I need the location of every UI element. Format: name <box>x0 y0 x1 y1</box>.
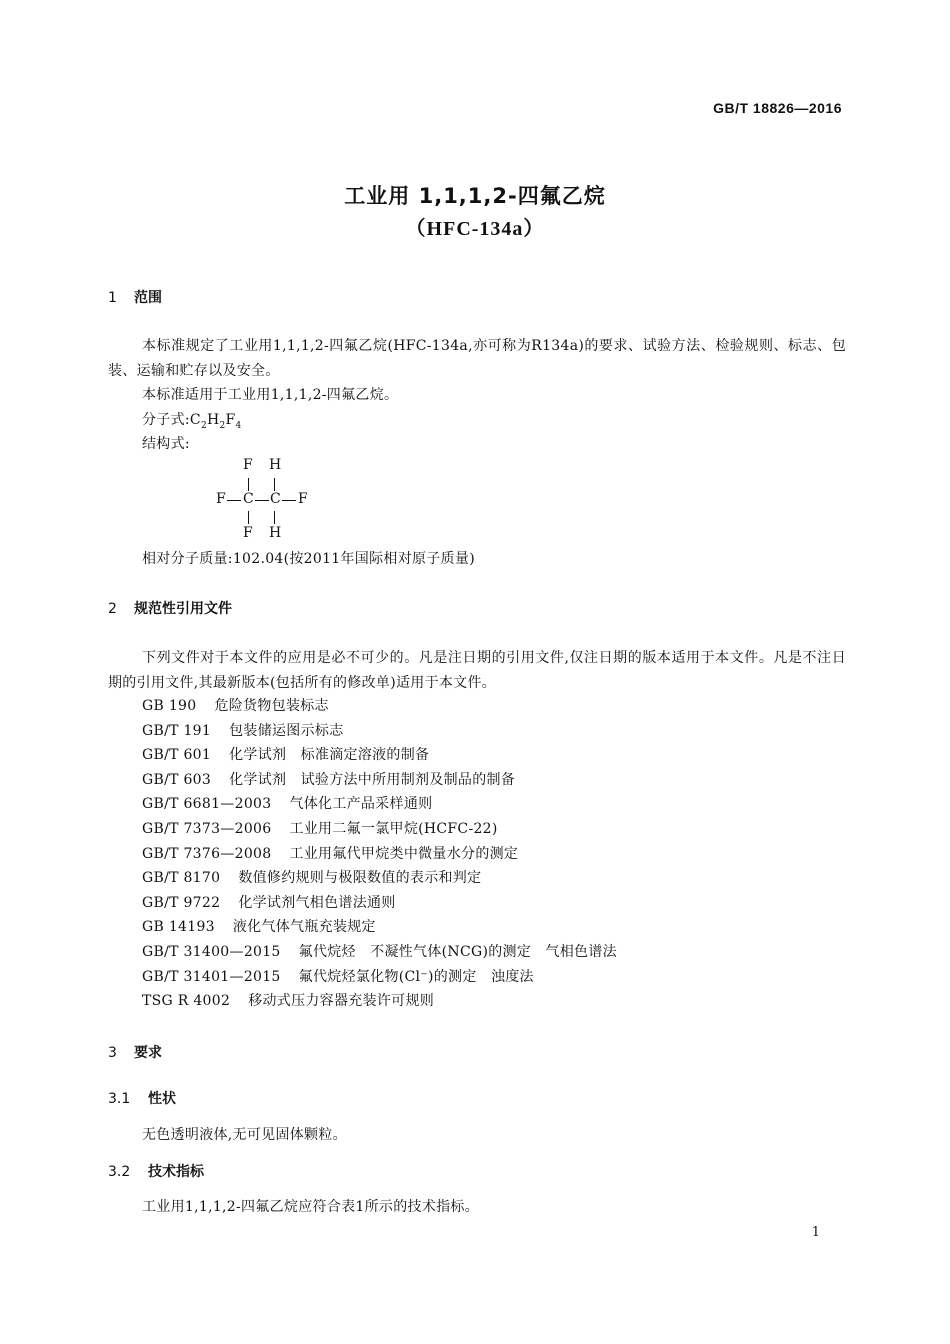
reference-item <box>142 745 429 765</box>
reference-title: 工业用二氟一氯甲烷(HCFC-22) <box>289 821 498 837</box>
subsection-number: 3.1 <box>108 1091 131 1107</box>
atom-c2: C <box>270 491 281 507</box>
reference-item <box>142 868 481 888</box>
reference-code: GB 190 <box>142 698 197 714</box>
section-1-paragraph-1: 本标准规定了工业用1,1,1,2-四氟乙烷(HFC-134a,亦可称为R134a)的要求、试验方法、检验规则、标志、包装、运输和贮存以及安全。 <box>108 338 846 379</box>
reference-item <box>142 893 396 913</box>
section-2-heading <box>108 598 232 618</box>
reference-title: 工业用氟代甲烷类中微量水分的测定 <box>289 846 519 862</box>
section-number: 2 <box>108 601 117 617</box>
reference-item <box>142 917 376 937</box>
reference-code: GB/T 31401—2015 <box>142 969 281 985</box>
atom-h-bottom: H <box>269 525 282 541</box>
reference-item <box>142 991 434 1011</box>
reference-code: GB/T 8170 <box>142 870 221 886</box>
reference-code: GB/T 603 <box>142 772 212 788</box>
section-number: 1 <box>108 290 117 306</box>
document-title: 工业用 1,1,1,2-四氟乙烷 <box>344 184 606 208</box>
reference-item <box>142 942 617 962</box>
page-number: 1 <box>811 1225 820 1240</box>
formula-c: C <box>189 412 201 428</box>
subsection-3-1-heading <box>108 1088 176 1108</box>
section-1-paragraph-2: 本标准适用于工业用1,1,1,2-四氟乙烷。 <box>142 387 399 403</box>
reference-title: 氟代烷烃氯化物(Cl⁻)的测定 浊度法 <box>298 969 534 985</box>
reference-code: GB 14193 <box>142 919 215 935</box>
reference-item <box>142 819 498 839</box>
reference-code: GB/T 7373—2006 <box>142 821 272 837</box>
document-subtitle: （HFC-134a） <box>405 218 545 240</box>
section-title: 要求 <box>134 1045 162 1061</box>
section-number: 3 <box>108 1045 117 1061</box>
reference-item <box>142 696 329 716</box>
bond-vertical <box>274 478 275 491</box>
section-3-heading <box>108 1042 162 1062</box>
reference-item <box>142 844 518 864</box>
reference-title: 包装储运图示标志 <box>229 723 344 739</box>
bond-vertical <box>274 511 275 524</box>
reference-title: 化学试剂气相色谱法通则 <box>238 895 396 911</box>
molecular-mass: 相对分子质量:102.04(按2011年国际相对原子质量) <box>142 551 475 567</box>
bond-horizontal <box>282 500 296 501</box>
formula-label: 分子式: <box>142 412 190 428</box>
reference-code: GB/T 191 <box>142 723 212 739</box>
subsection-3-1-text: 无色透明液体,无可见固体颗粒。 <box>142 1127 347 1143</box>
reference-item <box>142 794 432 814</box>
reference-title: 移动式压力容器充装许可规则 <box>248 993 435 1009</box>
section-1-heading <box>108 287 162 307</box>
subsection-title: 技术指标 <box>148 1164 204 1180</box>
subsection-number: 3.2 <box>108 1164 131 1180</box>
atom-f-bottom: F <box>243 525 253 541</box>
reference-title: 液化气体气瓶充装规定 <box>232 919 376 935</box>
atom-c1: C <box>243 491 254 507</box>
reference-title: 危险货物包装标志 <box>214 698 329 714</box>
reference-title: 气体化工产品采样通则 <box>289 796 433 812</box>
reference-item <box>142 721 344 741</box>
structural-formula <box>210 455 320 545</box>
atom-f-top: F <box>243 457 253 473</box>
subsection-title: 性状 <box>148 1091 176 1107</box>
section-2-paragraph: 下列文件对于本文件的应用是必不可少的。凡是注日期的引用文件,仅注日期的版本适用于本文件。凡是不注日期的引用文件,其最新版本(包括所有的修改单)适用于本文件。 <box>108 650 846 691</box>
bond-vertical <box>248 478 249 491</box>
bond-horizontal <box>255 500 269 501</box>
structure-label: 结构式: <box>142 436 190 452</box>
reference-title: 化学试剂 标准滴定溶液的制备 <box>229 747 430 763</box>
reference-code: GB/T 601 <box>142 747 212 763</box>
atom-h-top: H <box>269 457 282 473</box>
formula-h: H <box>206 412 220 428</box>
bond-horizontal <box>227 500 241 501</box>
formula-f: F <box>225 412 236 428</box>
reference-code: GB/T 7376—2008 <box>142 846 272 862</box>
atom-f-right: F <box>298 491 308 507</box>
reference-code: GB/T 9722 <box>142 895 221 911</box>
bond-vertical <box>248 511 249 524</box>
reference-code: TSG R 4002 <box>142 993 231 1009</box>
standard-number: GB/T 18826—2016 <box>713 100 842 116</box>
subsection-3-2-text: 工业用1,1,1,2-四氟乙烷应符合表1所示的技术指标。 <box>142 1199 480 1215</box>
formula-f-sub: 4 <box>235 420 242 431</box>
reference-code: GB/T 6681—2003 <box>142 796 272 812</box>
reference-item <box>142 967 534 987</box>
reference-title: 化学试剂 试验方法中所用制剂及制品的制备 <box>229 772 516 788</box>
atom-f-left: F <box>216 491 226 507</box>
section-title: 范围 <box>134 290 162 306</box>
reference-item <box>142 770 515 790</box>
reference-title: 氟代烷烃 不凝性气体(NCG)的测定 气相色谱法 <box>298 944 617 960</box>
molecular-formula <box>142 410 242 436</box>
reference-code: GB/T 31400—2015 <box>142 944 281 960</box>
formula-h-sub: 2 <box>219 420 226 431</box>
subsection-3-2-heading <box>108 1161 204 1181</box>
reference-title: 数值修约规则与极限数值的表示和判定 <box>238 870 482 886</box>
formula-c-sub: 2 <box>200 420 207 431</box>
section-title: 规范性引用文件 <box>134 601 232 617</box>
